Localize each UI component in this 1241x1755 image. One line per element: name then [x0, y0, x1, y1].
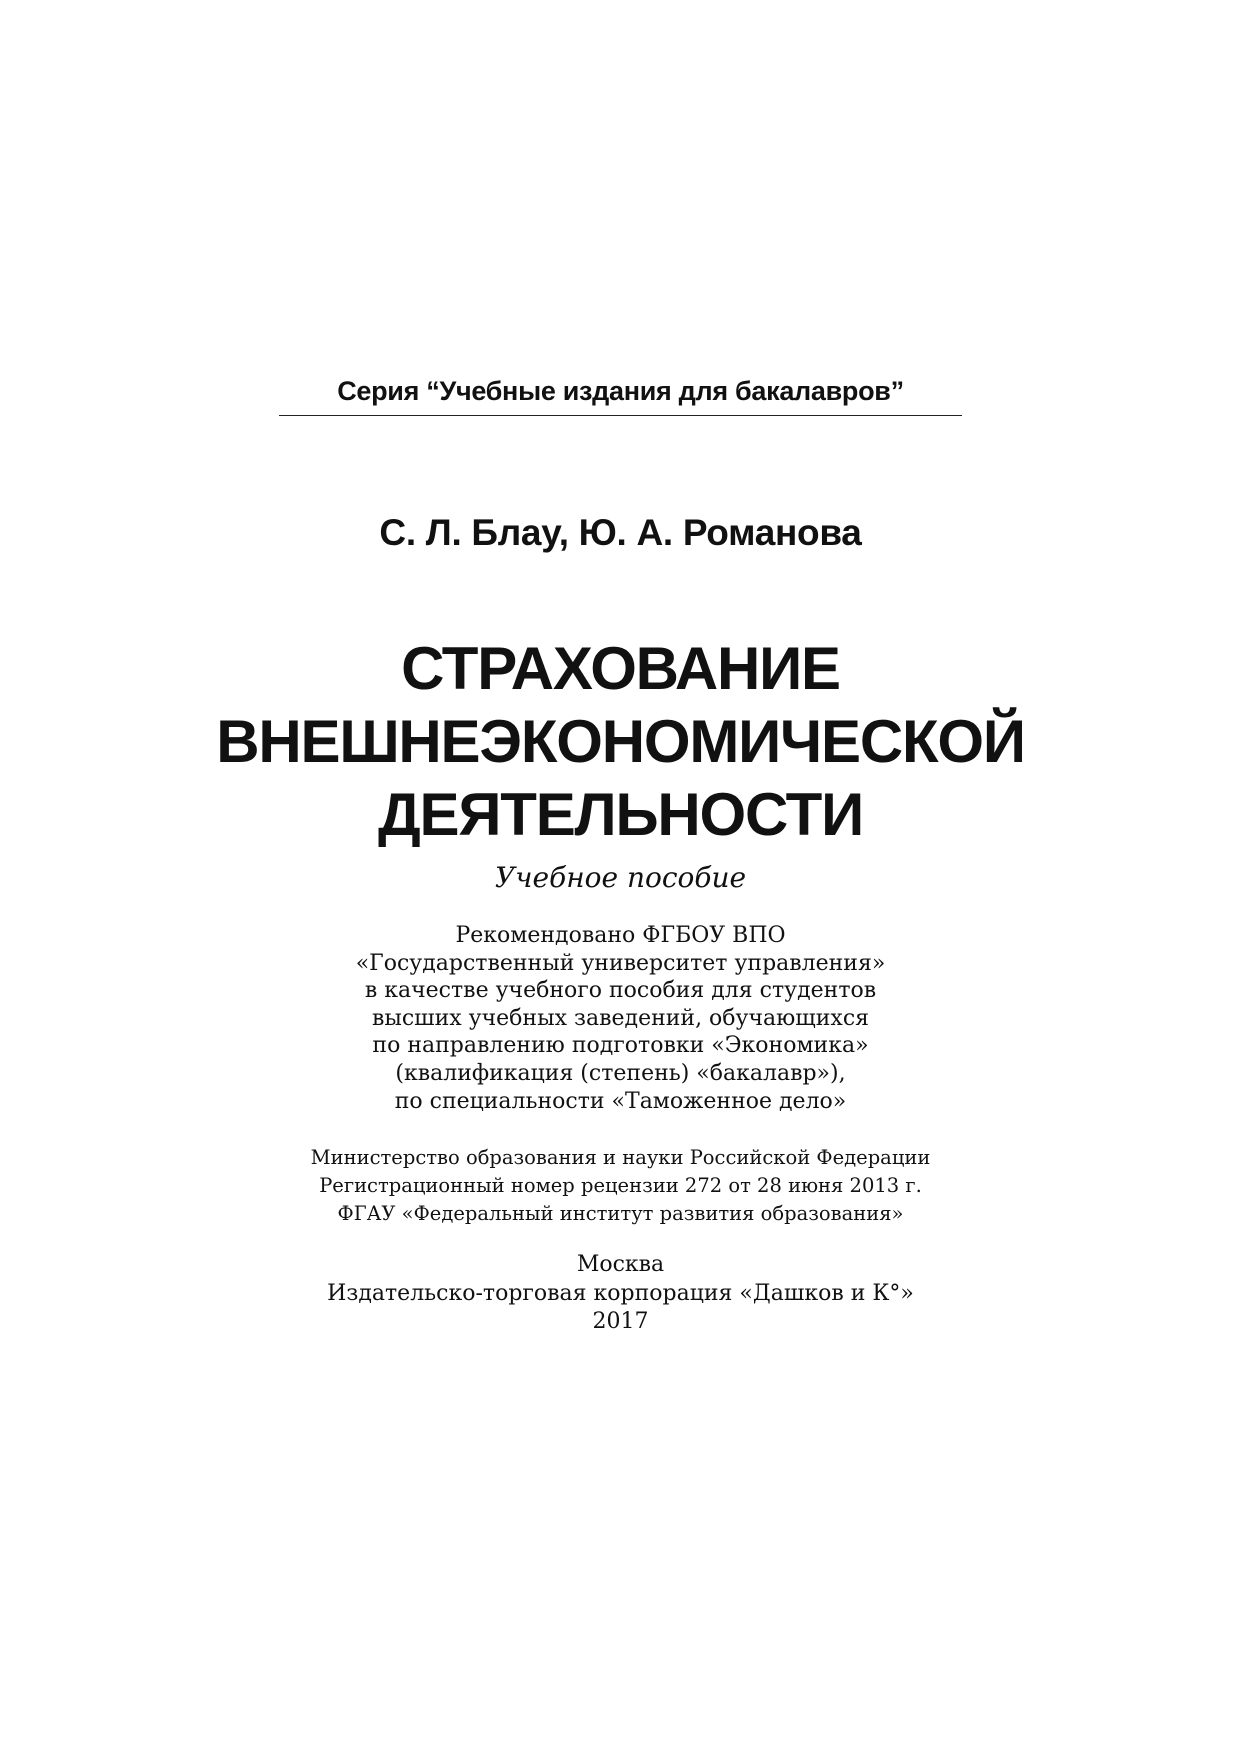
- publication-year: 2017: [592, 1309, 649, 1334]
- ministry-block: [0, 1144, 1241, 1228]
- book-title: [0, 632, 1241, 851]
- publisher-block: [0, 1251, 1241, 1337]
- recommendation-line: «Государственный университет управления»: [355, 950, 886, 976]
- book-authors: С. Л. Блау, Ю. А. Романова: [379, 512, 862, 553]
- recommendation-line: по специальности «Таможенное дело»: [394, 1088, 847, 1114]
- recommendation-line: (квалификация (степень) «бакалавр»),: [395, 1060, 846, 1086]
- ministry-line: ФГАУ «Федеральный институт развития образования»: [337, 1202, 904, 1225]
- recommendation-line: высших учебных заведений, обучающихся: [371, 1005, 870, 1031]
- ministry-line: Регистрационный номер рецензии 272 от 28 июня 2013 г.: [319, 1174, 922, 1197]
- series-title: Серия “Учебные издания для бакалавров”: [337, 376, 904, 406]
- series-divider: [279, 415, 962, 416]
- book-subtitle: Учебное пособие: [494, 861, 747, 894]
- book-title-line-1: СТРАХОВАНИЕ: [401, 635, 840, 702]
- book-title-line-2: ВНЕШНЕЭКОНОМИЧЕСКОЙ: [216, 708, 1025, 775]
- publisher-city: Москва: [576, 1252, 665, 1277]
- ministry-line: Министерство образования и науки Российской Федерации: [310, 1146, 931, 1169]
- recommendation-block: [0, 922, 1241, 1115]
- recommendation-line: Рекомендовано ФГБОУ ВПО: [455, 923, 786, 948]
- publisher-name: Издательско-торговая корпорация «Дашков и К°»: [327, 1280, 914, 1306]
- recommendation-line: в качестве учебного пособия для студентов: [364, 978, 877, 1004]
- recommendation-line: по направлению подготовки «Экономика»: [372, 1033, 869, 1059]
- book-title-line-3: ДЕЯТЕЛЬНОСТИ: [378, 781, 863, 848]
